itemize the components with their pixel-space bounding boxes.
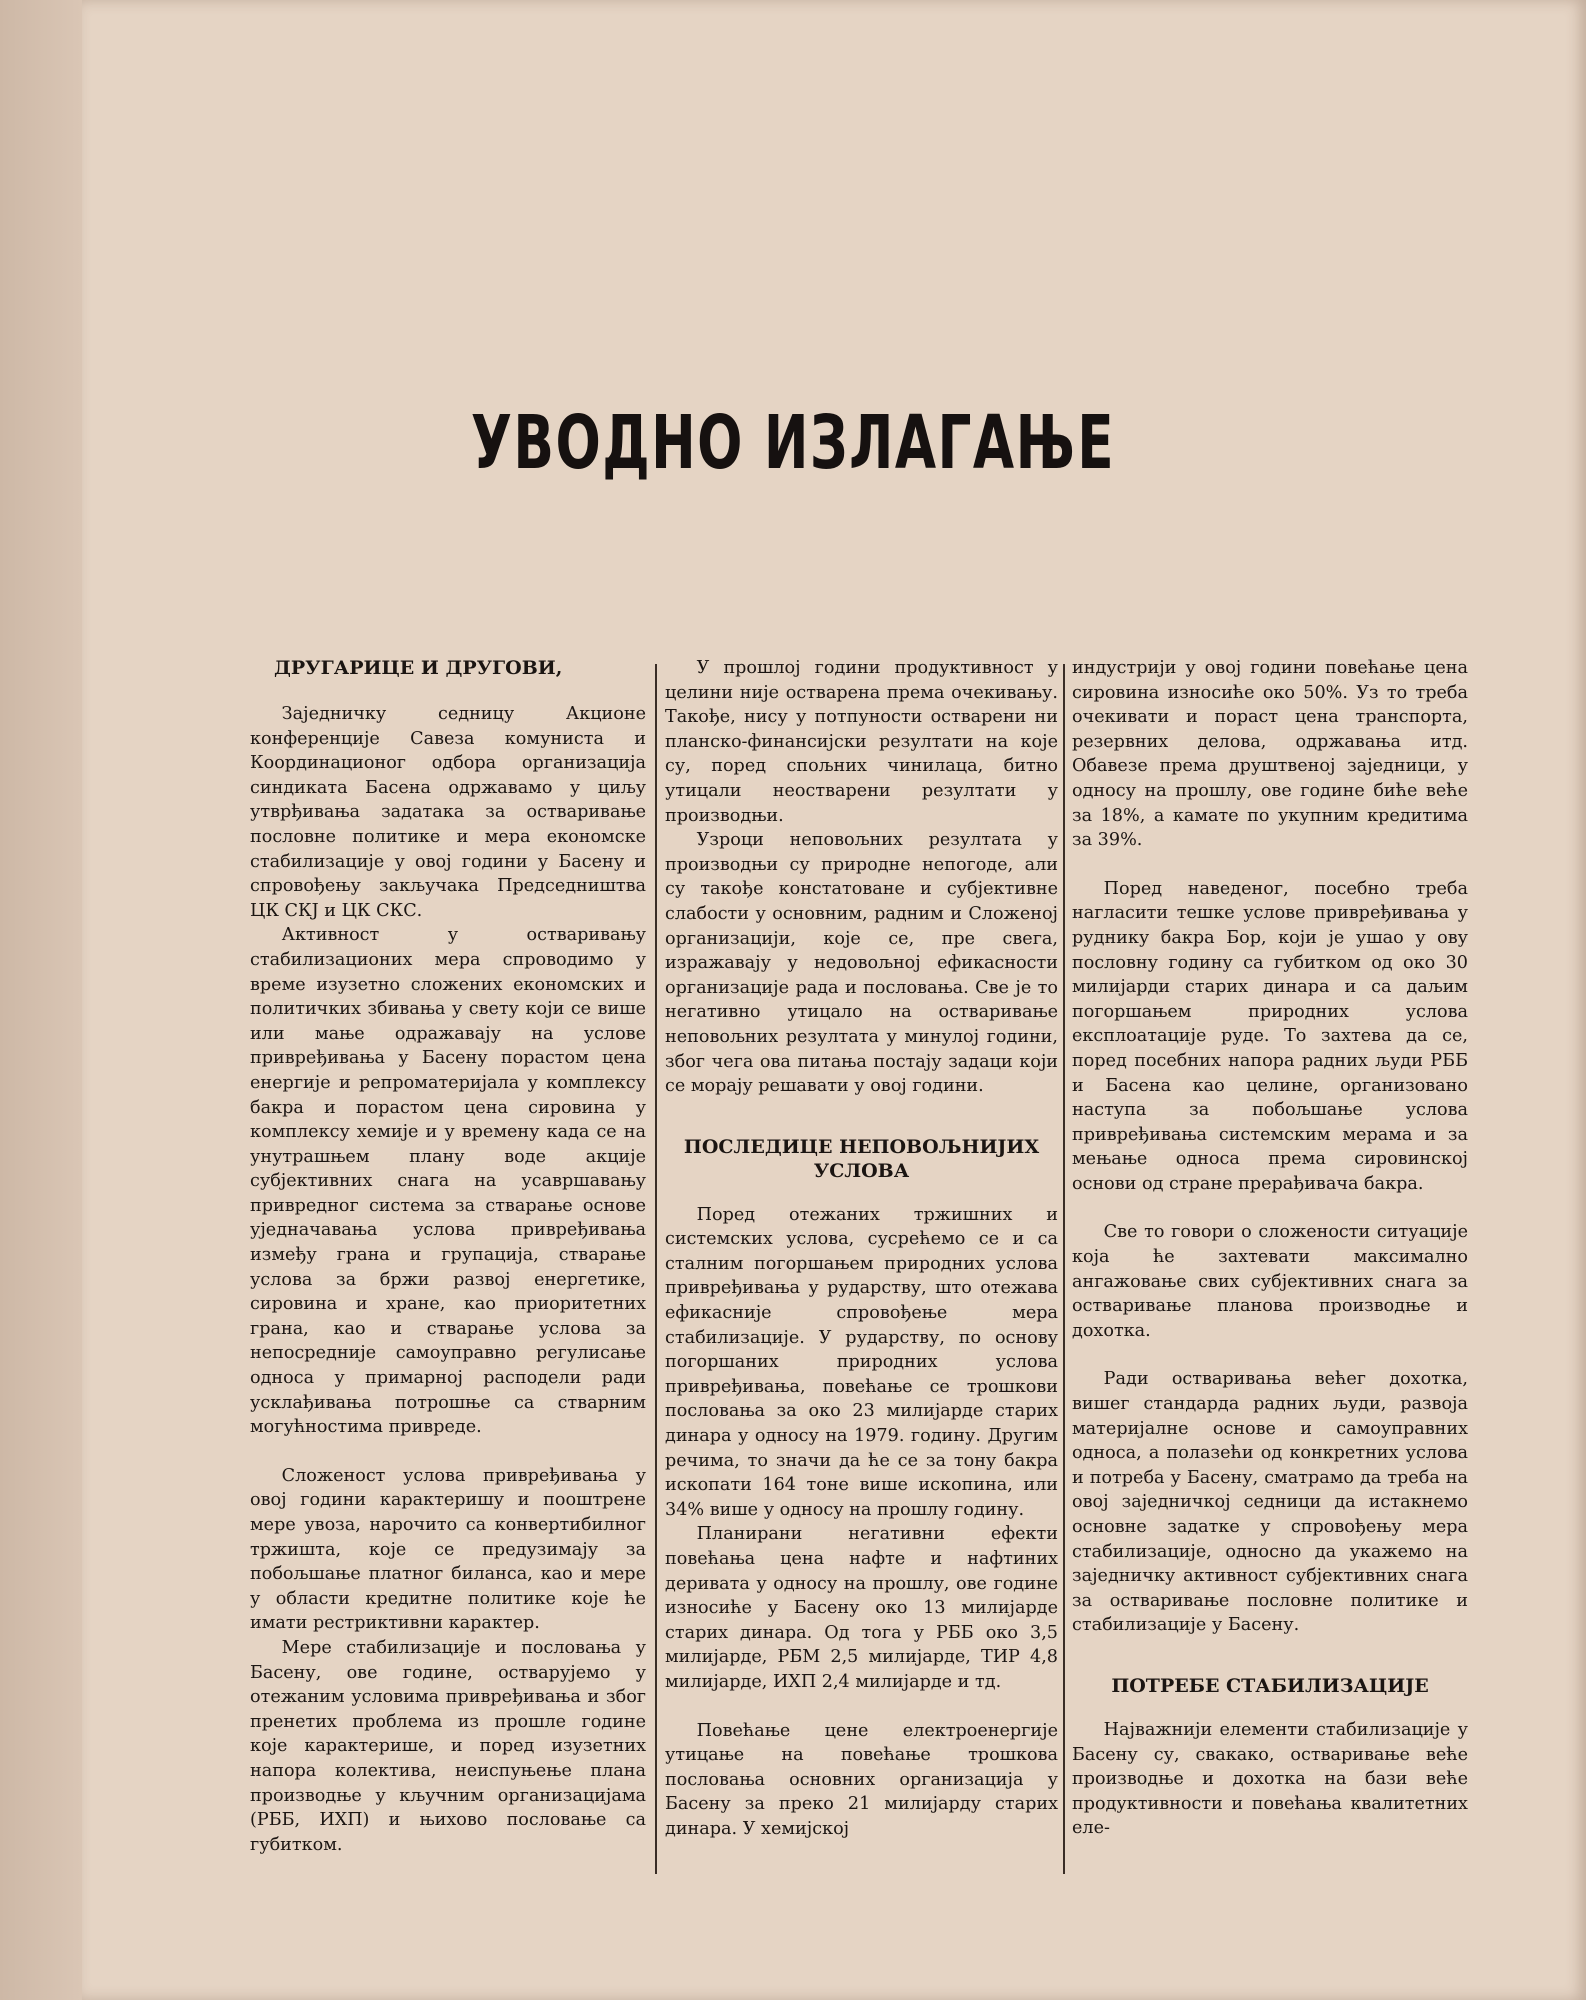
paragraph: У прошлој години продуктивност у целини није остварена према очекивању. Такође, нису у потпуности остварени ни планско-финансијски резултати на које су, поред спољних чинилаца, битно утицали неостварени резултати у производњи.: [665, 658, 1058, 826]
paragraph: Најважнији елементи стабилизације у Басену су, свакако, остваривање веће производње и дохотка на бази веће продуктивности и повећања квалитетних еле-: [1072, 1719, 1468, 1839]
section-heading: ПОТРЕБЕ СТАБИЛИЗАЦИЈЕ: [1111, 1674, 1429, 1697]
paragraph: Планирани негативни ефекти повећања цена нафте и нафтиних деривата у односу на прошлу, ове године износиће у Басену око 13 милијарде старих динара. Од тога у РББ око 3,5 милијарде, РБМ 2,5 милијарде, ТИР 4,8 милијарде, ИХП 2,4 милијарде и тд.: [665, 1524, 1058, 1692]
paragraph: Ради остваривања већег дохотка, вишег стандарда радних људи, развоја материјалне основе и самоуправних односа, а полазећи од конкретних услова и потреба у Басену, сматрамо да треба на овој заједничкој седници да истакнемо основне задатке у спровођењу мера стабилизације, односно да укажемо на заједничку активност субјективних снага за остваривање пословне политике и стабилизације у Басену.: [1072, 1369, 1468, 1636]
paragraph: Заједничку седницу Акционе конференције Савеза комуниста и Координационог одбора организација синдиката Басена одржавамо у циљу утврђивања задатака за остваривање пословне политике и мера економске стабилизације у овој години у Басену и спровођењу закључака Председништва ЦК СКЈ и ЦК СКС.: [250, 704, 646, 921]
paragraph: Активност у остваривању стабилизационих мера спроводимо у време изузетно сложених економских и политичких збивања у свету који се више или мање одражавају на услове привређивања у Басену порастом цена енергије и репроматеријала у комплексу бакра и порастом цена сировина у комплексу хемије и у времену када се на унутрашњем плану воде акције субјективних снага на усавршавању привредног система за стварање основе уједначавања услова привређивања између грана и групација, стварање услова за бржи развој енергетике, сировина и хране, као приоритетних грана, као и стварање услова за непосредније самоуправно регулисање односа у примарној расподели ради усклађивања потрошње са стварним могућностима привреде.: [250, 925, 646, 1438]
paragraph: Узроци неповољних резултата у производњи су природне непогоде, али су такође констатоване и субјективне слабости у основним, радним и Сложеној организацији, које се, пре свега, изражавају у недовољној ефикасности организације рада и пословања. Све је то негативно утицало на остваривање неповољних резултата у минулој години, због чега ова питања постају задаци који се морају решавати у овој години.: [665, 830, 1058, 1097]
page-title: УВОДНО ИЗЛАГАЊЕ: [470, 400, 1116, 486]
paragraph: Повећање цене електроенергије утицање на повећање трошкова пословања основних организација у Басену за преко 21 милијарду старих динара. У хемијској: [665, 1720, 1058, 1839]
paragraph: Поред наведеног, посебно треба нагласити тешке услове привређивања у руднику бакра Бор, који је ушао у ову пословну годину са губитком од око 30 милијарди старих динара и са даљим погоршањем природних услова експлоатације руде. То захтева да се, поред посебних напора радних људи РББ и Басена као целине, организовано наступа за побољшање услова привређивања системским мерама и за мењање односа према сировинској основи од стране прерађивача бакра.: [1072, 878, 1468, 1194]
paragraph: Све то говори о сложености ситуације која ће захтевати максимално ангажовање свих субјективних снага за остваривање планова производње и дохотка.: [1072, 1222, 1468, 1341]
paragraph: Сложеност услова привређивања у овој години карактеришу и пооштрене мере увоза, нарочито са конвертибилног тржишта, које се предузимају за побољшање платног биланса, као и мере у области кредитне политике које ће имати рестриктивни карактер.: [250, 1465, 646, 1634]
paragraph: Поред отежаних тржишних и системских услова, сусрећемо се и са сталним погоршањем природних услова привређивања у рударству, што отежава ефикасније спровођење мера стабилизације. У рударству, по основу погоршаних природних услова привређивања, повећање се трошкови пословања за око 23 милијарде старих динара у односу на 1979. годину. Другим речима, то значи да ће се за тону бакра ископати 164 тоне више ископина, или 34% више у односу на прошлу годину.: [665, 1204, 1058, 1520]
article-column-1: [250, 656, 646, 1857]
section-heading: ПОСЛЕДИЦЕ НЕПОВОЉНИЈИХ УСЛОВА: [683, 1135, 1040, 1182]
article-column-3: [1072, 656, 1468, 1841]
salutation-heading: ДРУГАРИЦЕ И ДРУГОВИ,: [274, 657, 563, 679]
column-divider: [1063, 664, 1065, 1874]
paragraph: Мере стабилизације и пословања у Басену, ове године, остварујемо у отежаним условима привређивања и због пренетих проблема из прошле године које карактерише, и поред изузетних напора колектива, неиспуњење плана производње у кључним организацијама (РББ, ИХП) и њихово пословање са губитком.: [250, 1637, 646, 1855]
article-column-2: [665, 656, 1058, 1842]
column-divider: [655, 664, 657, 1874]
paragraph: индустрији у овој години повећање цена сировина износиће око 50%. Уз то треба очекивати и пораст цена транспорта, резервних делова, одржавања итд. Обавезе према друштвеној заједници, у односу на прошлу, ове године биће веће за 18%, а камате по укупним кредитима за 39%.: [1072, 658, 1468, 851]
page-gutter: [0, 0, 82, 2000]
